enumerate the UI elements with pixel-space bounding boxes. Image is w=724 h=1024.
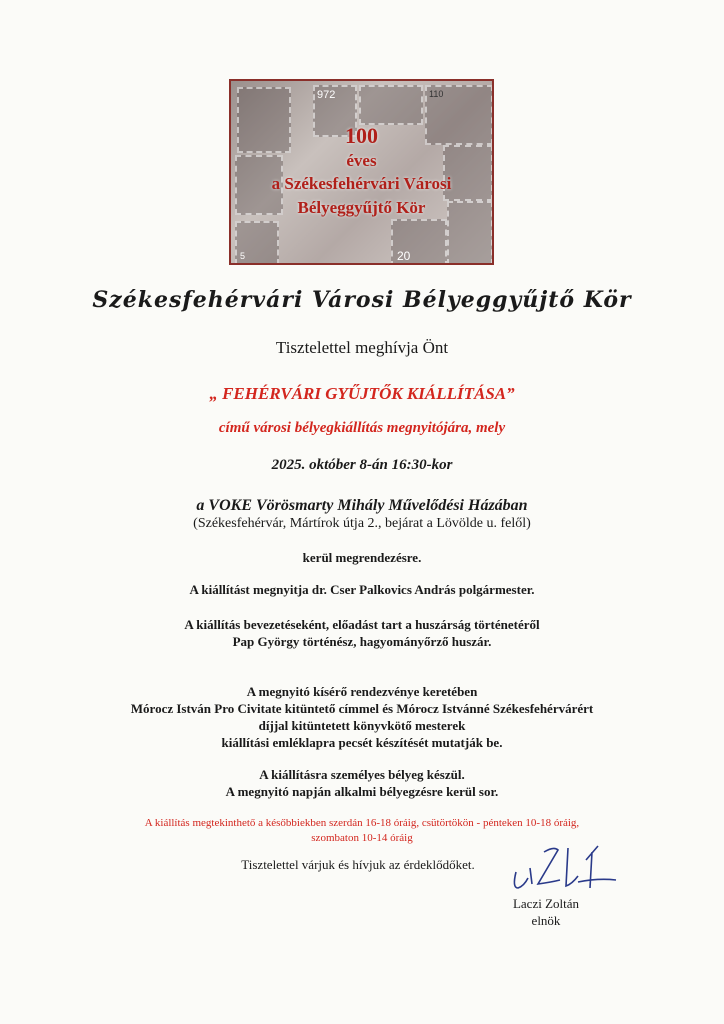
stamp-city	[359, 85, 423, 125]
signer-name: Laczi Zoltán	[512, 896, 580, 911]
exhibition-title: „ FEHÉRVÁRI GYŰJTŐK KIÁLLÍTÁSA”	[209, 384, 515, 403]
stamp-line-1: A kiállításra személyes bélyeg készül.	[259, 767, 465, 782]
exhibition-subtitle: című városi bélyegkiállítás megnyitójára, mely	[218, 420, 506, 436]
greeting-text: Tisztelettel meghívja Önt	[275, 338, 449, 357]
closing-text: Tisztelettel várjuk és hívjuk az érdeklődőket.	[241, 857, 475, 872]
held-text: kerül megrendezésre.	[302, 550, 422, 565]
hours-line-2: szombaton 10-14 óráig	[311, 832, 413, 844]
stamp-20-value: 20	[397, 249, 411, 263]
stamp-5	[235, 221, 279, 265]
anniversary-banner	[229, 79, 494, 265]
address-text: (Székesfehérvár, Mártírok útja 2., bejárat a Lövölde u. felől)	[193, 516, 531, 531]
hours-line-1: A kiállítás megtekinthető a későbbiekben szerdán 16-18 óráig, csütörtökön - pénteken 10-18 óráig,	[144, 817, 580, 829]
lecture-line-1: A kiállítás bevezetéseként, előadást tart a huszárság történetéről	[184, 617, 540, 632]
stamp-20	[391, 219, 447, 265]
opening-text: A kiállítást megnyitja dr. Cser Palkovics András polgármester.	[189, 582, 535, 597]
lecture-line-2: Pap György történész, hagyományőrző huszár.	[232, 634, 492, 649]
banner-line-3: a Székesfehérvári Városi	[271, 174, 452, 193]
event-line-2: Mórocz István Pro Civitate kitüntető címmel és Mórocz Istvánné Székesfehérvárért	[130, 701, 594, 716]
event-line-1: A megnyitó kísérő rendezvénye keretében	[246, 684, 478, 699]
stamp-972-value: 972	[317, 89, 336, 101]
stamp-line-2: A megnyitó napján alkalmi bélyegzésre kerül sor.	[225, 784, 499, 799]
event-line-3: díjjal kitüntetett könyvkötő mesterek	[258, 718, 466, 733]
signature-icon	[508, 838, 618, 900]
event-line-4: kiállítási emléklapra pecsét készítését mutatják be.	[221, 735, 503, 750]
venue-text: a VOKE Vörösmarty Mihály Művelődési Házában	[196, 497, 528, 514]
banner-line-2: éves	[346, 151, 377, 170]
signer-title: elnök	[531, 913, 561, 928]
banner-line-4: Bélyeggyűjtő Kör	[297, 198, 426, 217]
stamp-110-value: 110	[429, 89, 444, 99]
stamp-5-value: 5	[240, 251, 246, 261]
banner-line-1: 100	[345, 123, 378, 148]
event-datetime: 2025. október 8-án 16:30-kor	[271, 457, 453, 473]
club-name-heading: Székesfehérvári Városi Bélyeggyűjtő Kör	[92, 287, 632, 313]
